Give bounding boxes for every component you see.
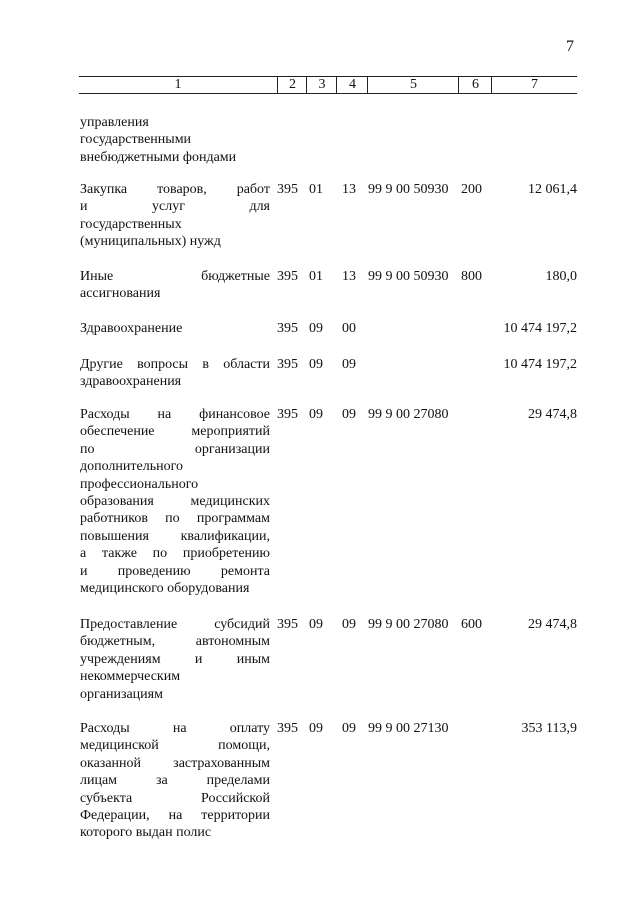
description-line: (муниципальных) нужд [80, 234, 221, 250]
cell-c4: 09 [342, 357, 356, 372]
description-line: работников по программам [80, 511, 270, 527]
row-description [80, 268, 270, 303]
row-description [80, 720, 270, 842]
cell-c3: 09 [309, 721, 323, 736]
page-number: 7 [566, 38, 574, 55]
cell-c4: 00 [342, 321, 356, 336]
description-line: дополнительного [80, 459, 183, 475]
description-line: некоммерческим [80, 669, 181, 685]
description-line: медицинского оборудования [80, 581, 250, 597]
description-line: обеспечение мероприятий [80, 424, 270, 440]
cell-c5: 99 9 00 50930 [368, 269, 449, 284]
row-description [80, 356, 270, 391]
description-line: Другие вопросы в области [80, 357, 270, 372]
description-line: управления [80, 115, 149, 130]
cell-c7: 29 474,8 [528, 617, 577, 632]
row-description [80, 320, 270, 337]
cell-c7: 10 474 197,2 [503, 321, 577, 336]
description-line: субъекта Российской [80, 790, 270, 806]
cell-c3: 01 [309, 269, 323, 284]
header-col-3: 3 [306, 77, 337, 93]
description-line: оказанной застрахованным [80, 755, 270, 771]
header-col-7: 7 [491, 77, 577, 93]
description-line: повышения квалификации, [80, 528, 270, 544]
cell-c6: 600 [461, 617, 482, 632]
cell-c2: 395 [277, 721, 298, 736]
header-col-1: 1 [174, 77, 182, 92]
cell-c7: 10 474 197,2 [503, 357, 577, 372]
cell-c6: 800 [461, 269, 482, 284]
description-line: образования медицинских [80, 494, 270, 510]
description-line: Закупка товаров, работ [80, 182, 270, 197]
cell-c4: 09 [342, 407, 356, 422]
description-line: по организации [80, 441, 270, 457]
header-col-5: 5 [367, 77, 459, 93]
description-line: Иные бюджетные [80, 269, 270, 284]
description-line: а также по приобретению [80, 546, 270, 562]
cell-c3: 09 [309, 357, 323, 372]
cell-c7: 180,0 [545, 269, 577, 284]
cell-c4: 13 [342, 269, 356, 284]
cell-c3: 01 [309, 182, 323, 197]
cell-c7: 353 113,9 [521, 721, 577, 736]
cell-c7: 29 474,8 [528, 407, 577, 422]
description-line: внебюджетными фондами [80, 149, 237, 165]
description-line: Расходы на финансовое [80, 407, 270, 422]
row-description [80, 616, 270, 703]
cell-c4: 09 [342, 721, 356, 736]
cell-c4: 13 [342, 182, 356, 197]
description-line: медицинской помощи, [80, 738, 270, 754]
cell-c2: 395 [277, 182, 298, 197]
description-line: государственными [80, 132, 192, 148]
cell-c2: 395 [277, 617, 298, 632]
header-col-6: 6 [458, 77, 492, 93]
row-description [80, 114, 270, 166]
cell-c5: 99 9 00 27080 [368, 407, 449, 422]
cell-c2: 395 [277, 357, 298, 372]
cell-c5: 99 9 00 27130 [368, 721, 449, 736]
cell-c2: 395 [277, 321, 298, 336]
header-col-2: 2 [277, 77, 307, 93]
description-line: Федерации, на территории [80, 808, 270, 824]
cell-c5: 99 9 00 50930 [368, 182, 449, 197]
row-description [80, 406, 270, 597]
description-line: Здравоохранение [80, 321, 183, 336]
cell-c3: 09 [309, 617, 323, 632]
table-header [79, 76, 577, 94]
description-line: бюджетным, автономным [80, 634, 270, 650]
description-line: Предоставление субсидий [80, 617, 270, 632]
description-line: здравоохранения [80, 374, 182, 390]
description-line: государственных [80, 216, 182, 232]
cell-c6: 200 [461, 182, 482, 197]
description-line: ассигнования [80, 286, 161, 302]
description-line: Расходы на оплату [80, 721, 270, 736]
cell-c4: 09 [342, 617, 356, 632]
description-line: лицам за пределами [80, 773, 270, 789]
cell-c3: 09 [309, 321, 323, 336]
cell-c2: 395 [277, 407, 298, 422]
description-line: учреждениям и иным [80, 651, 270, 667]
description-line: и услуг для [80, 199, 270, 215]
description-line: которого выдан полис [80, 825, 212, 841]
cell-c5: 99 9 00 27080 [368, 617, 449, 632]
description-line: и проведению ремонта [80, 563, 270, 579]
cell-c7: 12 061,4 [528, 182, 577, 197]
row-description [80, 181, 270, 251]
cell-c3: 09 [309, 407, 323, 422]
description-line: организациям [80, 686, 163, 702]
header-col-4: 4 [336, 77, 368, 93]
cell-c2: 395 [277, 269, 298, 284]
description-line: профессионального [80, 476, 199, 492]
